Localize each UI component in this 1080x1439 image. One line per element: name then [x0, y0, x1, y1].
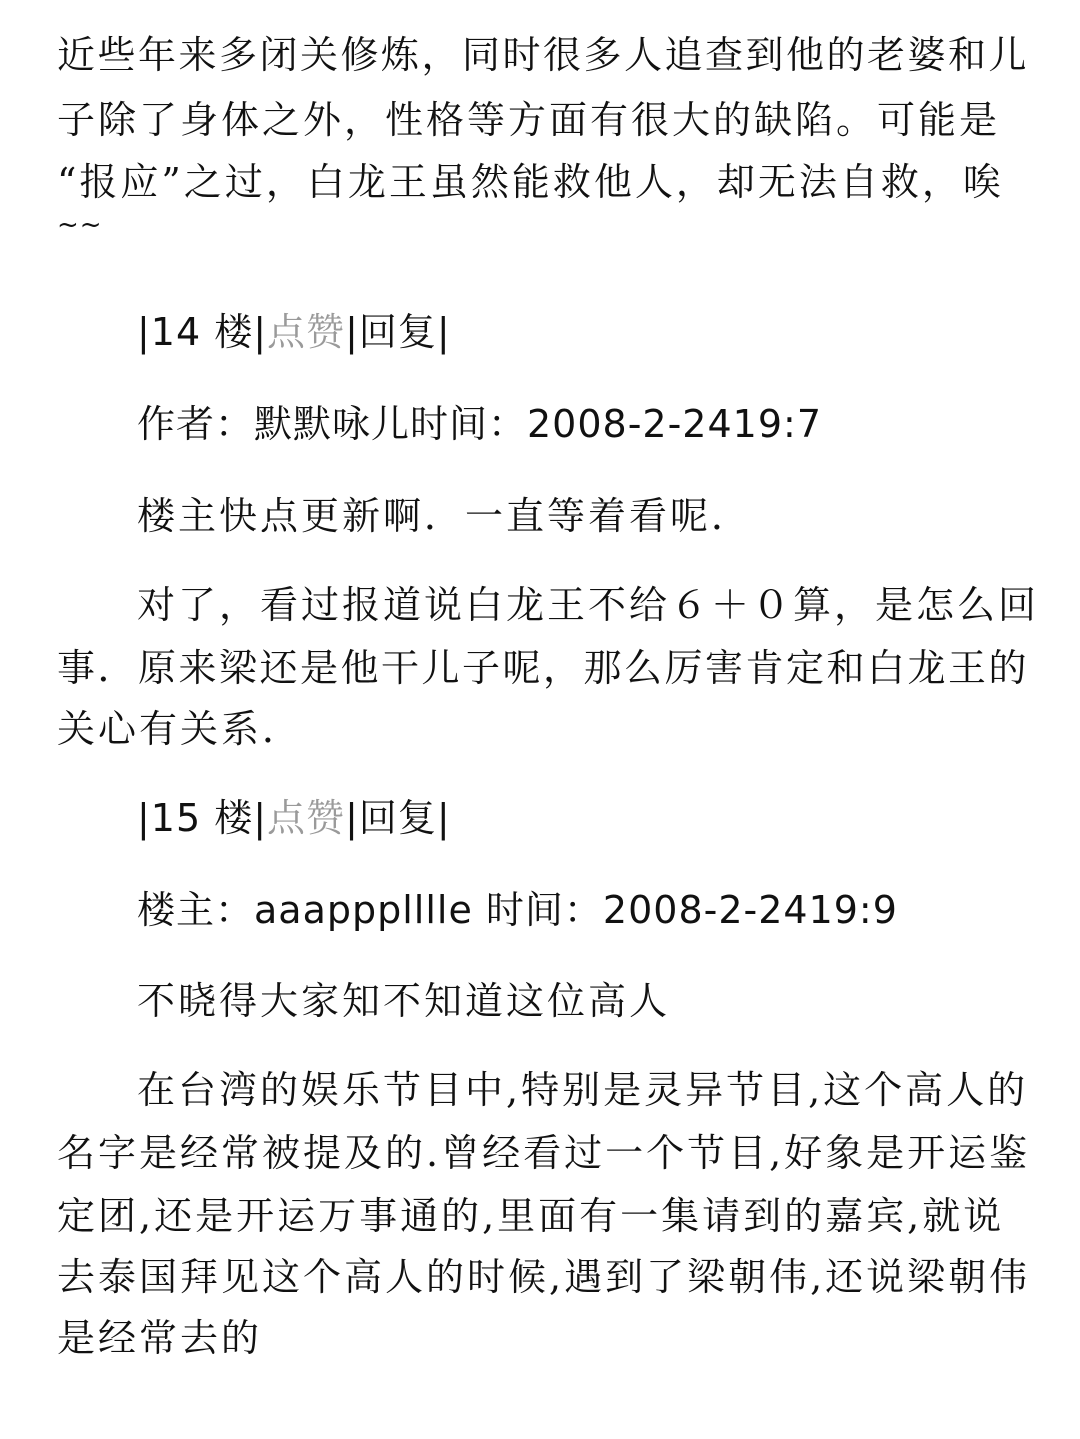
author-line: 作者：默默咏儿时间：2008-2-2419:7	[137, 402, 822, 446]
text-line: “报应”之过，白龙王虽然能救他人，却无法自救，唉	[57, 160, 1004, 204]
floor-bar-14	[137, 310, 451, 354]
text-line: 对了，看过报道说白龙王不给６＋０算，是怎么回	[137, 583, 1040, 627]
text-line: 在台湾的娱乐节目中,特别是灵异节目,这个高人的	[137, 1068, 1029, 1112]
like-link[interactable]: 点赞	[267, 310, 346, 354]
post-text: 不晓得大家知不知道这位高人	[137, 979, 671, 1023]
author-line: 楼主：aaappplllle 时间：2008-2-2419:9	[137, 888, 898, 932]
floor-label: |15 楼|	[137, 796, 268, 840]
like-link[interactable]: 点赞	[267, 796, 346, 840]
text-line: ~~	[57, 210, 103, 240]
text-line: 是经常去的	[57, 1316, 263, 1360]
floor-bar-15	[137, 796, 451, 840]
separator: |	[436, 310, 451, 354]
text-line: 去泰国拜见这个高人的时候,遇到了梁朝伟,还说梁朝伟	[57, 1255, 1031, 1299]
text-line: 近些年来多闭关修炼，同时很多人追查到他的老婆和儿	[57, 33, 1030, 77]
separator: |	[436, 796, 451, 840]
text-line: 事．原来梁还是他干儿子呢，那么厉害肯定和白龙王的	[57, 646, 1030, 690]
text-line: 子除了身体之外，性格等方面有很大的缺陷。可能是	[57, 98, 1001, 142]
text-line: 名字是经常被提及的.曾经看过一个节目,好象是开运鉴	[57, 1131, 1031, 1175]
reply-link[interactable]: 回复	[358, 310, 437, 354]
text-line: 关心有关系．	[57, 707, 304, 751]
text-line: 定团,还是开运万事通的,里面有一集请到的嘉宾,就说	[57, 1194, 1005, 1238]
separator: |	[345, 310, 359, 354]
reply-link[interactable]: 回复	[358, 796, 437, 840]
floor-label: |14 楼|	[137, 310, 268, 354]
post-text: 楼主快点更新啊．一直等着看呢．	[137, 494, 753, 538]
separator: |	[345, 796, 359, 840]
